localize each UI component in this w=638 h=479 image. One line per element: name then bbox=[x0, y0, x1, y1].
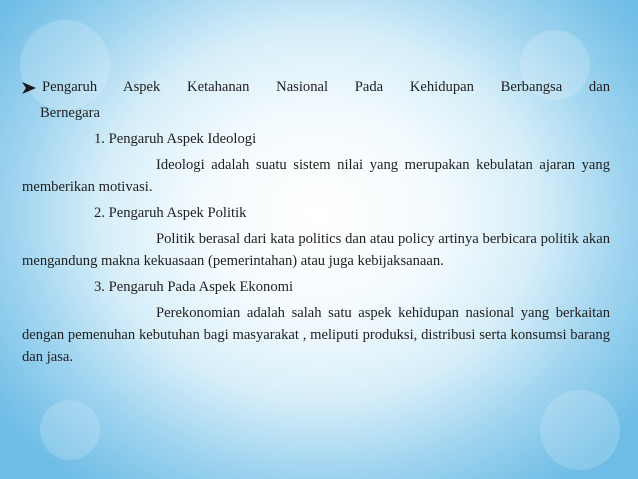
arrow-bullet-icon bbox=[22, 82, 36, 94]
section-heading-politik: 2. Pengaruh Aspek Politik bbox=[94, 205, 247, 221]
background-bokeh bbox=[540, 390, 620, 470]
background-bokeh bbox=[40, 400, 100, 460]
section-text-ekonomi: Perekonomian adalah salah satu aspek kehidupan nasional yang berkaitan dengan pemenuhan kebutuhan bagi masyarakat , meliputi produksi, distribusi serta konsumsi barang dan jasa. bbox=[22, 305, 610, 365]
bullet-title-line1: Pengaruh Aspek Ketahanan Nasional Pada Kehidupan Berbangsa dan bbox=[42, 79, 610, 95]
section-text-politik: Politik berasal dari kata politics dan atau policy artinya berbicara politik akan mengandung makna kekuasaan (pemerintahan) atau juga kebijaksanaan. bbox=[22, 231, 610, 269]
section-heading-ideologi: 1. Pengaruh Aspek Ideologi bbox=[94, 131, 257, 147]
bullet-item bbox=[22, 76, 610, 98]
section-heading-ekonomi: 3. Pengaruh Pada Aspek Ekonomi bbox=[94, 279, 294, 295]
bullet-title-line2: Bernegara bbox=[40, 105, 100, 121]
slide-content bbox=[22, 76, 610, 372]
section-text-ideologi: Ideologi adalah suatu sistem nilai yang merupakan kebulatan ajaran yang memberikan motivasi. bbox=[22, 157, 610, 195]
